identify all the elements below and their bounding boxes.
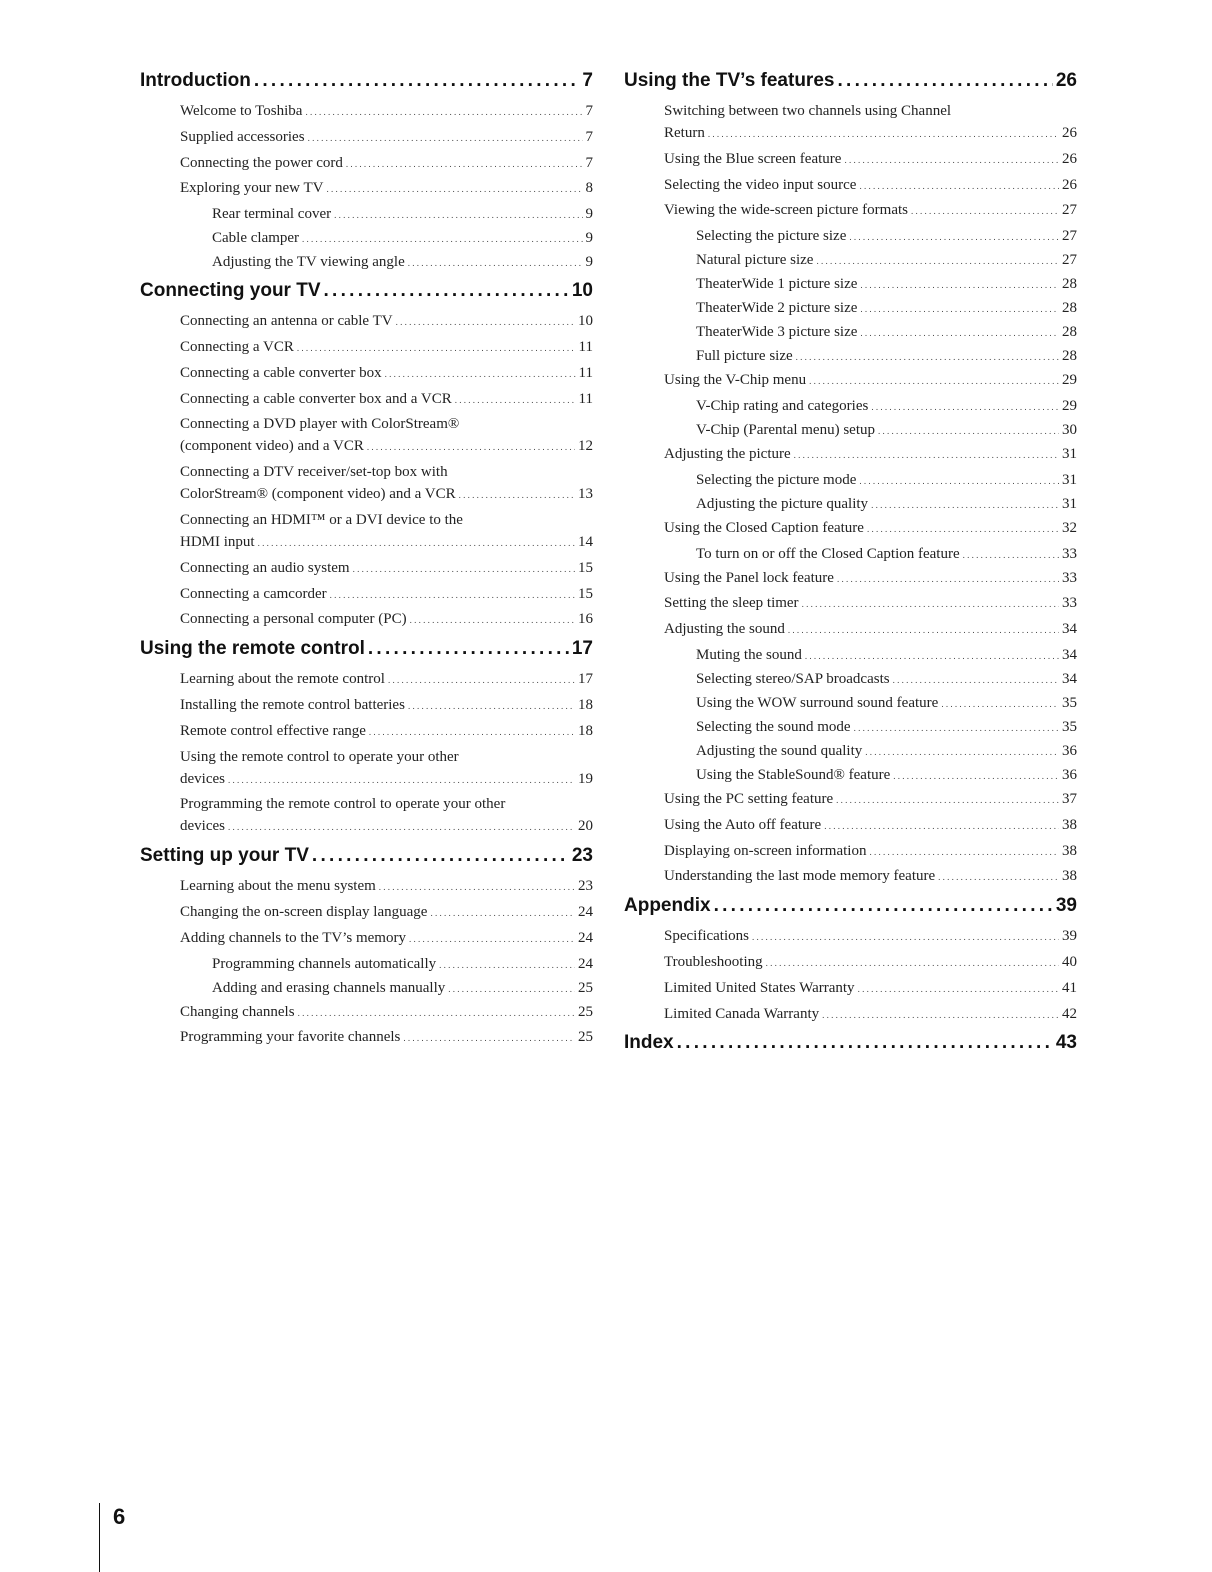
toc-subentry[interactable] [624,668,1077,691]
dot-leader [403,1026,575,1049]
toc-page-number: 38 [1062,842,1077,859]
toc-entry-title: ColorStream® (component video) and a VCR [180,486,456,503]
dot-leader [385,362,576,385]
toc-entry-title: Limited Canada Warranty [664,1005,820,1022]
toc-entry[interactable] [140,875,593,898]
toc-entry-title: Changing channels [180,1003,295,1020]
toc-entry[interactable] [140,126,593,149]
toc-entry-title: Supplied accessories [180,128,305,145]
dot-leader [871,395,1059,418]
toc-entry-title: Adding and erasing channels manually [212,979,446,996]
toc-page-number: 30 [1062,421,1077,438]
toc-page-number: 17 [571,638,593,660]
dot-leader [297,336,576,359]
toc-entry[interactable] [140,557,593,580]
dot-leader [308,126,583,149]
toc-page-number: 39 [1062,928,1077,945]
toc-entry-title: Natural picture size [696,252,814,269]
dot-leader [836,788,1059,811]
dot-leader [408,694,575,717]
toc-page-number: 18 [578,696,593,713]
toc-entry-title: Adjusting the TV viewing angle [212,254,405,271]
toc-entry-title: Selecting the picture mode [696,471,857,488]
toc-page-number: 35 [1062,694,1077,711]
dot-leader [353,557,575,580]
toc-page-number: 15 [578,559,593,576]
dot-leader [837,567,1059,590]
dot-leader [860,297,1059,320]
toc-subentry[interactable] [140,953,593,976]
toc-page-number: 14 [578,533,593,550]
toc-entry[interactable] [624,443,1077,466]
toc-entry-title: Introduction [140,70,251,91]
toc-entry[interactable] [624,951,1077,974]
toc-entry[interactable] [624,814,1077,837]
toc-page-number: 34 [1062,621,1077,638]
dot-leader [448,977,575,1000]
toc-entry-title: Troubleshooting [664,953,763,970]
toc-entry[interactable] [140,668,593,691]
toc-subentry[interactable] [624,644,1077,667]
toc-subentry[interactable] [624,395,1077,418]
toc-entry-title: Setting up your TV [140,845,309,867]
dot-leader [911,199,1059,222]
dot-leader [858,977,1059,1000]
toc-page-number: 10 [571,280,593,302]
toc-entry[interactable] [624,100,1077,145]
dot-leader [228,815,575,838]
toc-entry[interactable] [624,592,1077,615]
toc-page-number: 9 [585,206,593,223]
toc-entry-title: Connecting a VCR [180,338,294,355]
dot-leader [368,634,569,664]
toc-entry[interactable] [140,461,593,506]
toc-entry[interactable] [140,177,593,200]
toc-entry-title: Installing the remote control batteries [180,696,405,713]
toc-page-number: 7 [585,103,593,119]
dot-leader [824,814,1059,837]
toc-entry-title: Programming your favorite channels [180,1029,401,1046]
toc-subentry[interactable] [624,716,1077,739]
dot-leader [396,310,575,333]
toc-entry-title: Changing the on-screen display language [180,903,428,920]
dot-leader [963,543,1059,566]
toc-entry-title: Adjusting the picture quality [696,495,869,512]
toc-entry-title: devices [180,818,225,835]
toc-entry-title: Using the Closed Caption feature [664,519,864,536]
toc-subentry[interactable] [624,493,1077,516]
toc-entry-title: Selecting the picture size [696,228,847,245]
dot-leader [837,66,1052,96]
toc-entry[interactable] [140,100,593,123]
dot-leader [677,1028,1053,1058]
toc-section[interactable] [624,1028,1077,1058]
toc-entry[interactable] [140,793,593,838]
toc-entry-title: Using the remote control [140,638,365,660]
toc-entry-title: Exploring your new TV [180,180,324,197]
dot-leader [796,345,1059,368]
toc-entry-title: Using the WOW surround sound feature [696,694,939,711]
toc-page-number: 34 [1062,646,1077,663]
toc-page-number: 32 [1062,519,1077,536]
toc-entry-title: Full picture size [696,348,793,365]
toc-entry-title: Specifications [664,928,749,945]
dot-leader [379,875,575,898]
toc-subentry[interactable] [624,543,1077,566]
toc-entry-title: V-Chip (Parental menu) setup [696,421,875,438]
toc-page-number: 11 [578,390,593,407]
toc-entry[interactable] [624,369,1077,392]
toc-subentry[interactable] [624,764,1077,787]
toc-page-number: 13 [578,486,593,503]
toc-entry-title: Adding channels to the TV’s memory [180,929,406,946]
toc-entry-title: Viewing the wide-screen picture formats [664,202,909,219]
dot-leader [714,891,1053,921]
toc-page-number: 33 [1062,545,1077,562]
toc-subentry[interactable] [140,203,593,226]
toc-entry-title-line: Switching between two channels using Channel [664,103,952,119]
page-number-rule [99,1503,100,1572]
toc-entry[interactable] [140,901,593,924]
toc-entry-title: Connecting a cable converter box and a VCR [180,390,452,407]
toc-page-number: 28 [1062,324,1077,341]
dot-leader [330,583,575,606]
dot-leader [305,100,582,123]
toc-section[interactable] [140,276,593,306]
toc-page-number: 43 [1055,1032,1077,1054]
dot-leader [302,227,582,250]
toc-entry-title: Connecting a personal computer (PC) [180,611,407,628]
toc-entry-title: Connecting a camcorder [180,585,327,602]
toc-subentry[interactable] [624,225,1077,248]
dot-leader [859,469,1059,492]
toc-page-number: 25 [578,1003,593,1020]
toc-page-number: 23 [571,845,593,867]
dot-leader [298,1001,575,1024]
toc-right-column [624,66,1077,1062]
toc-page-number: 25 [578,1029,593,1046]
toc-entry-title: Using the Panel lock feature [664,569,834,586]
dot-leader [708,122,1059,145]
dot-leader [254,66,580,96]
toc-entry[interactable] [140,336,593,359]
dot-leader [430,901,575,924]
toc-page-number: 36 [1062,742,1077,759]
toc-page-number: 42 [1062,1005,1077,1022]
dot-leader [324,276,569,306]
toc-entry-title: Muting the sound [696,646,802,663]
toc-entry-title: Using the PC setting feature [664,790,834,807]
toc-page-number: 15 [578,585,593,602]
toc-section[interactable] [140,66,593,96]
toc-entry-title: Adjusting the picture [664,445,791,462]
toc-page-number: 33 [1062,569,1077,586]
dot-leader [408,251,583,274]
dot-leader [859,174,1059,197]
toc-page-number: 16 [578,611,593,628]
toc-subentry[interactable] [624,297,1077,320]
toc-entry[interactable] [624,840,1077,863]
toc-page-number: 29 [1062,397,1077,414]
toc-page-number: 20 [578,818,593,835]
dot-leader [766,951,1059,974]
toc-entry[interactable] [140,927,593,950]
toc-page-number: 8 [585,180,593,197]
dot-leader [409,927,575,950]
toc-subentry[interactable] [624,740,1077,763]
toc-page-number: 31 [1062,471,1077,488]
toc-entry-title-line: Connecting a DTV receiver/set-top box with [180,464,448,481]
toc-entry-title-line: Connecting an HDMI™ or a DVI device to the [180,511,463,528]
dot-leader [865,740,1059,763]
toc-entry-title: HDMI input [180,533,255,550]
toc-page-number: 33 [1062,595,1077,612]
dot-leader [312,841,569,871]
dot-leader [802,592,1059,615]
toc-entry[interactable] [140,608,593,631]
toc-page-number: 23 [578,878,593,895]
toc-page-number: 10 [578,313,593,330]
toc-entry[interactable] [140,362,593,385]
toc-page-number: 11 [578,338,593,355]
dot-leader [844,148,1059,171]
toc-entry[interactable] [624,148,1077,171]
toc-page-number: 12 [578,438,593,455]
toc-entry[interactable] [140,388,593,411]
dot-leader [388,668,575,691]
toc-entry-title: V-Chip rating and categories [696,397,869,414]
toc-entry[interactable] [624,199,1077,222]
toc-entry-title: To turn on or off the Closed Caption feature [696,545,960,562]
toc-subentry[interactable] [624,692,1077,715]
toc-entry[interactable] [140,1026,593,1049]
toc-subentry[interactable] [624,469,1077,492]
dot-leader [809,369,1059,392]
toc-entry-title: Learning about the menu system [180,878,376,895]
toc-entry-title: Setting the sleep timer [664,595,799,612]
toc-entry-title: Learning about the remote control [180,671,385,688]
toc-entry-title: Using the StableSound® feature [696,766,891,783]
toc-page-number: 38 [1062,868,1077,885]
toc-entry[interactable] [624,174,1077,197]
toc-entry-title: (component video) and a VCR [180,438,364,455]
toc-subentry[interactable] [624,249,1077,272]
dot-leader [816,249,1059,272]
toc-section[interactable] [624,66,1077,96]
toc-page-number: 26 [1062,176,1077,193]
toc-page-number: 7 [585,128,593,145]
dot-leader [369,720,575,743]
toc-entry-title: Adjusting the sound [664,621,785,638]
toc-entry-title: Welcome to Toshiba [180,103,303,119]
dot-leader [258,531,575,554]
toc-page-number: 27 [1062,202,1077,219]
toc-entry[interactable] [140,1001,593,1024]
toc-page-number: 27 [1062,252,1077,269]
toc-subentry[interactable] [624,273,1077,296]
toc-page-number: 26 [1062,125,1077,141]
dot-leader [822,1003,1059,1026]
toc-entry-title: Connecting an audio system [180,559,350,576]
toc-entry-title: devices [180,770,225,787]
toc-entry-title: TheaterWide 2 picture size [696,300,858,317]
toc-entry-title: Selecting stereo/SAP broadcasts [696,670,890,687]
toc-left-column [140,66,593,1052]
toc-page-number: 9 [585,230,593,247]
dot-leader [752,925,1059,948]
toc-entry-title: TheaterWide 3 picture size [696,324,858,341]
dot-leader [849,225,1059,248]
dot-leader [938,865,1059,888]
toc-entry-title: Selecting the video input source [664,176,857,193]
toc-entry-title: Remote control effective range [180,722,366,739]
toc-page-number: 28 [1062,276,1077,293]
dot-leader [871,493,1059,516]
toc-entry[interactable] [624,618,1077,641]
toc-page-number: 29 [1062,372,1077,389]
dot-leader [459,483,575,506]
toc-entry[interactable] [624,925,1077,948]
toc-page-number: 28 [1062,300,1077,317]
toc-subentry[interactable] [140,227,593,250]
toc-page-number: 24 [578,903,593,920]
dot-leader [367,435,575,458]
toc-subentry[interactable] [140,251,593,274]
toc-entry[interactable] [140,310,593,333]
toc-entry[interactable] [140,152,593,175]
toc-page-number: 39 [1055,895,1077,917]
toc-entry[interactable] [140,694,593,717]
toc-entry[interactable] [624,1003,1077,1026]
toc-page-number: 41 [1062,979,1077,996]
toc-entry[interactable] [624,567,1077,590]
toc-entry[interactable] [140,509,593,554]
toc-subentry[interactable] [624,345,1077,368]
dot-leader [867,517,1059,540]
dot-leader [893,764,1059,787]
toc-page-number: 34 [1062,670,1077,687]
toc-page-number: 36 [1062,766,1077,783]
toc-page-number: 40 [1062,953,1077,970]
dot-leader [860,321,1059,344]
dot-leader [455,388,576,411]
toc-entry-title: Index [624,1032,674,1054]
toc-subentry[interactable] [624,419,1077,442]
dot-leader [788,618,1059,641]
toc-entry-title: Selecting the sound mode [696,718,851,735]
toc-page-number: 24 [578,955,593,972]
dot-leader [334,203,582,226]
toc-page-number: 31 [1062,495,1077,512]
dot-leader [439,953,575,976]
dot-leader [869,840,1059,863]
toc-section[interactable] [140,841,593,871]
toc-entry-title: Understanding the last mode memory feature [664,868,936,885]
dot-leader [346,152,583,175]
toc-section[interactable] [624,891,1077,921]
toc-entry-title: TheaterWide 1 picture size [696,276,858,293]
toc-page-number: 7 [582,70,593,91]
toc-page-number: 27 [1062,228,1077,245]
toc-entry-title: Limited United States Warranty [664,979,855,996]
toc-entry-title: Programming channels automatically [212,955,437,972]
toc-page-number: 17 [578,671,593,688]
dot-leader [326,177,582,200]
toc-entry-title-line: Using the remote control to operate your other [180,748,459,765]
page-number: 6 [113,1504,126,1529]
toc-page-number: 11 [578,364,593,381]
toc-page-number: 7 [585,154,593,171]
toc-page-number: 35 [1062,718,1077,735]
toc-page-number: 18 [578,722,593,739]
toc-entry-title: Using the Auto off feature [664,816,822,833]
dot-leader [860,273,1059,296]
dot-leader [794,443,1059,466]
toc-entry-title: Connecting the power cord [180,154,343,171]
toc-entry-title: Return [664,125,705,141]
toc-section[interactable] [140,634,593,664]
toc-entry-title-line: Connecting a DVD player with ColorStream® [180,416,460,433]
toc-subentry[interactable] [624,321,1077,344]
toc-page-number: 26 [1062,150,1077,167]
toc-page-number: 9 [585,254,593,271]
dot-leader [410,608,575,631]
toc-entry-title: Connecting your TV [140,280,321,302]
toc-entry[interactable] [140,413,593,458]
toc-page-number: 31 [1062,445,1077,462]
toc-entry[interactable] [140,720,593,743]
dot-leader [893,668,1059,691]
toc-entry-title: Connecting a cable converter box [180,364,382,381]
toc-entry-title-line: Programming the remote control to operate your other [180,796,506,813]
toc-subentry[interactable] [140,977,593,1000]
toc-page-number: 25 [578,979,593,996]
dot-leader [854,716,1059,739]
toc-entry-title: Adjusting the sound quality [696,742,863,759]
toc-entry[interactable] [624,517,1077,540]
toc-entry[interactable] [140,583,593,606]
dot-leader [878,419,1059,442]
toc-entry-title: Cable clamper [212,230,300,247]
toc-entry-title: Displaying on-screen information [664,842,867,859]
toc-entry-title: Appendix [624,895,711,917]
toc-entry-title: Using the V-Chip menu [664,372,807,389]
toc-entry[interactable] [624,865,1077,888]
toc-page-number: 37 [1062,790,1077,807]
toc-entry[interactable] [624,788,1077,811]
toc-entry[interactable] [140,746,593,791]
toc-entry-title: Rear terminal cover [212,206,332,223]
toc-entry[interactable] [624,977,1077,1000]
toc-entry-title: Using the TV’s features [624,70,835,91]
toc-page-number: 19 [578,770,593,787]
dot-leader [805,644,1059,667]
toc-entry-title: Using the Blue screen feature [664,150,842,167]
toc-page-number: 24 [578,929,593,946]
dot-leader [941,692,1059,715]
toc-page-number: 38 [1062,816,1077,833]
toc-entry-title: Connecting an antenna or cable TV [180,313,393,330]
dot-leader [228,768,575,791]
toc-page-number: 26 [1055,70,1077,91]
toc-page-number: 28 [1062,348,1077,365]
